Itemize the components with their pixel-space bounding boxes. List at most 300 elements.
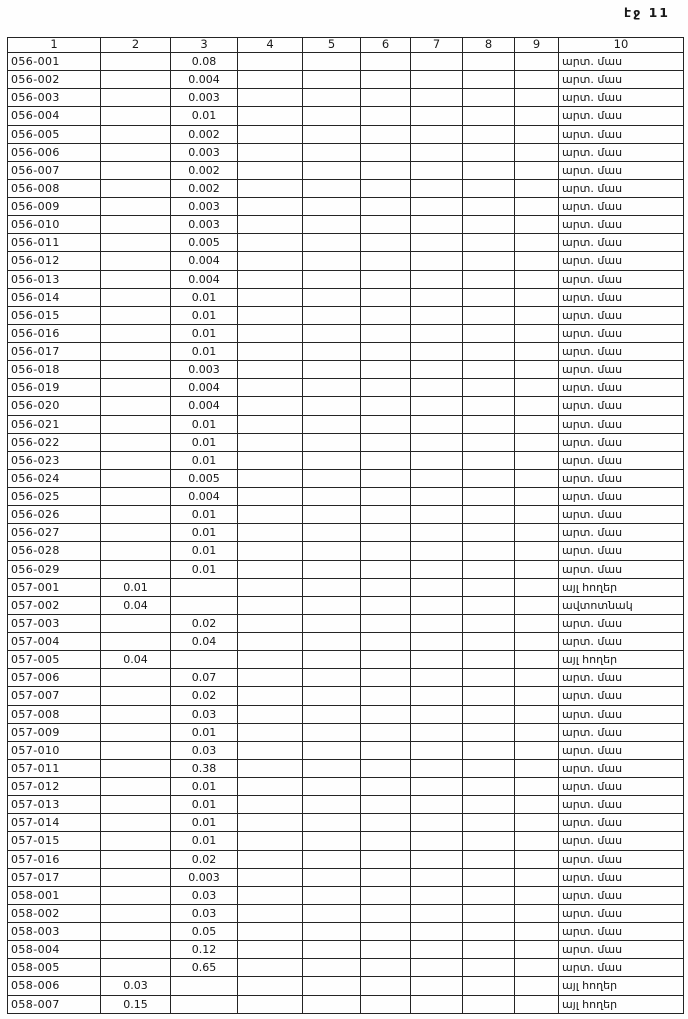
empty-cell — [101, 216, 171, 234]
empty-cell — [411, 669, 463, 687]
land-type-cell: արտ. մաս — [559, 886, 684, 904]
parcel-code-cell: 056-015 — [8, 306, 101, 324]
empty-cell — [361, 850, 411, 868]
table-row — [8, 107, 684, 125]
empty-cell — [171, 651, 238, 669]
land-type-cell: արտ. մաս — [559, 904, 684, 922]
empty-cell — [411, 379, 463, 397]
empty-cell — [411, 53, 463, 71]
area-value-cell: 0.65 — [171, 959, 238, 977]
empty-cell — [463, 125, 515, 143]
empty-cell — [303, 741, 361, 759]
empty-cell — [238, 669, 303, 687]
empty-cell — [361, 977, 411, 995]
parcel-code-cell: 057-013 — [8, 796, 101, 814]
empty-cell — [515, 814, 559, 832]
table-row — [8, 633, 684, 651]
column-header-8: 8 — [463, 38, 515, 53]
parcel-code-cell: 057-008 — [8, 705, 101, 723]
empty-cell — [515, 324, 559, 342]
empty-cell — [361, 125, 411, 143]
empty-cell — [171, 578, 238, 596]
land-type-cell: արտ. մաս — [559, 923, 684, 941]
land-type-cell: արտ. մաս — [559, 361, 684, 379]
empty-cell — [411, 524, 463, 542]
empty-cell — [411, 234, 463, 252]
land-type-cell: արտ. մաս — [559, 796, 684, 814]
empty-cell — [238, 941, 303, 959]
land-type-cell: արտ. մաս — [559, 633, 684, 651]
empty-cell — [515, 578, 559, 596]
area-value-cell: 0.03 — [171, 705, 238, 723]
parcel-code-cell: 057-015 — [8, 832, 101, 850]
table-row — [8, 977, 684, 995]
land-type-cell: արտ. մաս — [559, 506, 684, 524]
empty-cell — [101, 125, 171, 143]
empty-cell — [411, 923, 463, 941]
area-value-cell: 0.004 — [171, 270, 238, 288]
empty-cell — [361, 71, 411, 89]
empty-cell — [101, 361, 171, 379]
empty-cell — [238, 306, 303, 324]
table-row — [8, 832, 684, 850]
empty-cell — [515, 796, 559, 814]
empty-cell — [463, 524, 515, 542]
parcel-code-cell: 058-005 — [8, 959, 101, 977]
empty-cell — [101, 488, 171, 506]
empty-cell — [238, 361, 303, 379]
empty-cell — [411, 886, 463, 904]
table-row — [8, 850, 684, 868]
empty-cell — [238, 397, 303, 415]
land-type-cell: արտ. մաս — [559, 705, 684, 723]
empty-cell — [303, 288, 361, 306]
empty-cell — [101, 614, 171, 632]
area-value-cell: 0.01 — [171, 433, 238, 451]
empty-cell — [303, 542, 361, 560]
land-type-cell: արտ. մաս — [559, 560, 684, 578]
empty-cell — [515, 433, 559, 451]
empty-cell — [238, 560, 303, 578]
empty-cell — [238, 107, 303, 125]
empty-cell — [411, 469, 463, 487]
area-value-cell: 0.003 — [171, 198, 238, 216]
empty-cell — [411, 143, 463, 161]
empty-cell — [411, 759, 463, 777]
table-row — [8, 723, 684, 741]
empty-cell — [411, 433, 463, 451]
parcel-code-cell: 058-007 — [8, 995, 101, 1014]
empty-cell — [411, 89, 463, 107]
table-row — [8, 578, 684, 596]
empty-cell — [463, 669, 515, 687]
empty-cell — [303, 179, 361, 197]
empty-cell — [463, 995, 515, 1014]
empty-cell — [303, 71, 361, 89]
empty-cell — [411, 578, 463, 596]
empty-cell — [515, 778, 559, 796]
empty-cell — [303, 361, 361, 379]
parcel-code-cell: 056-005 — [8, 125, 101, 143]
table-row — [8, 125, 684, 143]
empty-cell — [101, 959, 171, 977]
empty-cell — [361, 379, 411, 397]
empty-cell — [515, 252, 559, 270]
empty-cell — [238, 542, 303, 560]
column-header-2: 2 — [101, 38, 171, 53]
empty-cell — [411, 161, 463, 179]
empty-cell — [463, 941, 515, 959]
empty-cell — [303, 614, 361, 632]
empty-cell — [515, 886, 559, 904]
parcel-code-cell: 056-019 — [8, 379, 101, 397]
parcel-code-cell: 057-004 — [8, 633, 101, 651]
empty-cell — [303, 596, 361, 614]
empty-cell — [101, 379, 171, 397]
empty-cell — [463, 578, 515, 596]
area-value-cell: 0.01 — [171, 343, 238, 361]
empty-cell — [101, 904, 171, 922]
empty-cell — [303, 705, 361, 723]
land-type-cell: արտ. մաս — [559, 669, 684, 687]
empty-cell — [303, 904, 361, 922]
land-type-cell: արտ. մաս — [559, 614, 684, 632]
table-row — [8, 524, 684, 542]
table-header-row — [8, 38, 684, 53]
empty-cell — [515, 705, 559, 723]
empty-cell — [463, 270, 515, 288]
empty-cell — [411, 288, 463, 306]
parcel-code-cell: 056-028 — [8, 542, 101, 560]
empty-cell — [303, 669, 361, 687]
empty-cell — [463, 977, 515, 995]
empty-cell — [303, 560, 361, 578]
empty-cell — [238, 53, 303, 71]
empty-cell — [463, 633, 515, 651]
empty-cell — [303, 89, 361, 107]
parcel-code-cell: 056-001 — [8, 53, 101, 71]
empty-cell — [361, 814, 411, 832]
empty-cell — [515, 560, 559, 578]
empty-cell — [101, 669, 171, 687]
column-header-1: 1 — [8, 38, 101, 53]
empty-cell — [515, 959, 559, 977]
empty-cell — [101, 270, 171, 288]
empty-cell — [361, 832, 411, 850]
empty-cell — [411, 977, 463, 995]
empty-cell — [238, 832, 303, 850]
table-row — [8, 143, 684, 161]
area-value-cell: 0.01 — [171, 796, 238, 814]
empty-cell — [238, 977, 303, 995]
parcel-code-cell: 056-003 — [8, 89, 101, 107]
area-value-cell: 0.03 — [171, 886, 238, 904]
area-value-cell: 0.01 — [171, 814, 238, 832]
parcel-code-cell: 056-006 — [8, 143, 101, 161]
parcel-code-cell: 058-006 — [8, 977, 101, 995]
table-row — [8, 669, 684, 687]
table-row — [8, 451, 684, 469]
empty-cell — [411, 71, 463, 89]
empty-cell — [303, 53, 361, 71]
area-value-cell: 0.01 — [171, 832, 238, 850]
empty-cell — [361, 578, 411, 596]
land-type-cell: այլ հողեր — [559, 578, 684, 596]
land-type-cell: արտ. մաս — [559, 759, 684, 777]
table-row — [8, 778, 684, 796]
land-type-cell: արտ. մաս — [559, 252, 684, 270]
empty-cell — [238, 995, 303, 1014]
empty-cell — [238, 651, 303, 669]
area-value-cell: 0.003 — [171, 216, 238, 234]
empty-cell — [411, 832, 463, 850]
empty-cell — [361, 107, 411, 125]
land-parcel-table — [7, 37, 684, 1014]
empty-cell — [515, 415, 559, 433]
empty-cell — [361, 361, 411, 379]
empty-cell — [101, 814, 171, 832]
empty-cell — [463, 687, 515, 705]
parcel-code-cell: 056-014 — [8, 288, 101, 306]
empty-cell — [101, 469, 171, 487]
table-row — [8, 506, 684, 524]
table-row — [8, 886, 684, 904]
empty-cell — [303, 343, 361, 361]
empty-cell — [515, 687, 559, 705]
empty-cell — [303, 216, 361, 234]
area-value-cell: 0.05 — [171, 923, 238, 941]
empty-cell — [303, 161, 361, 179]
empty-cell — [361, 198, 411, 216]
table-row — [8, 488, 684, 506]
empty-cell — [515, 234, 559, 252]
empty-cell — [101, 633, 171, 651]
empty-cell — [463, 741, 515, 759]
parcel-code-cell: 057-016 — [8, 850, 101, 868]
land-type-cell: արտ. մաս — [559, 343, 684, 361]
area-value-cell: 0.01 — [171, 723, 238, 741]
land-type-cell: արտ. մաս — [559, 723, 684, 741]
empty-cell — [361, 959, 411, 977]
empty-cell — [101, 53, 171, 71]
empty-cell — [515, 995, 559, 1014]
table-row — [8, 959, 684, 977]
area-value-cell: 0.15 — [101, 995, 171, 1014]
empty-cell — [303, 415, 361, 433]
empty-cell — [463, 234, 515, 252]
column-header-5: 5 — [303, 38, 361, 53]
empty-cell — [361, 179, 411, 197]
empty-cell — [101, 560, 171, 578]
empty-cell — [463, 324, 515, 342]
empty-cell — [463, 886, 515, 904]
land-type-cell: արտ. մաս — [559, 832, 684, 850]
empty-cell — [101, 868, 171, 886]
parcel-code-cell: 057-014 — [8, 814, 101, 832]
area-value-cell: 0.003 — [171, 89, 238, 107]
table-row — [8, 796, 684, 814]
empty-cell — [463, 614, 515, 632]
area-value-cell: 0.005 — [171, 234, 238, 252]
empty-cell — [411, 723, 463, 741]
empty-cell — [463, 814, 515, 832]
empty-cell — [361, 161, 411, 179]
empty-cell — [411, 778, 463, 796]
table-row — [8, 651, 684, 669]
empty-cell — [238, 433, 303, 451]
land-type-cell: արտ. մաս — [559, 179, 684, 197]
empty-cell — [515, 89, 559, 107]
parcel-code-cell: 056-009 — [8, 198, 101, 216]
empty-cell — [361, 669, 411, 687]
empty-cell — [101, 324, 171, 342]
empty-cell — [238, 71, 303, 89]
empty-cell — [515, 868, 559, 886]
parcel-code-cell: 056-021 — [8, 415, 101, 433]
area-value-cell: 0.04 — [101, 651, 171, 669]
empty-cell — [238, 488, 303, 506]
empty-cell — [463, 433, 515, 451]
empty-cell — [463, 252, 515, 270]
parcel-code-cell: 056-027 — [8, 524, 101, 542]
table-row — [8, 379, 684, 397]
empty-cell — [411, 904, 463, 922]
area-value-cell: 0.02 — [171, 850, 238, 868]
empty-cell — [303, 651, 361, 669]
table-row — [8, 198, 684, 216]
empty-cell — [515, 198, 559, 216]
land-type-cell: արտ. մաս — [559, 941, 684, 959]
empty-cell — [411, 216, 463, 234]
area-value-cell: 0.04 — [101, 596, 171, 614]
empty-cell — [303, 796, 361, 814]
empty-cell — [238, 324, 303, 342]
table-row — [8, 71, 684, 89]
empty-cell — [101, 886, 171, 904]
empty-cell — [361, 796, 411, 814]
parcel-code-cell: 057-005 — [8, 651, 101, 669]
empty-cell — [101, 71, 171, 89]
empty-cell — [463, 89, 515, 107]
parcel-code-cell: 057-017 — [8, 868, 101, 886]
empty-cell — [238, 633, 303, 651]
empty-cell — [238, 959, 303, 977]
empty-cell — [238, 343, 303, 361]
parcel-code-cell: 056-011 — [8, 234, 101, 252]
area-value-cell: 0.01 — [171, 506, 238, 524]
table-row — [8, 179, 684, 197]
land-type-cell: արտ. մաս — [559, 143, 684, 161]
empty-cell — [515, 904, 559, 922]
empty-cell — [101, 288, 171, 306]
empty-cell — [411, 488, 463, 506]
empty-cell — [303, 252, 361, 270]
empty-cell — [515, 723, 559, 741]
table-row — [8, 923, 684, 941]
parcel-code-cell: 056-007 — [8, 161, 101, 179]
empty-cell — [303, 143, 361, 161]
table-row — [8, 868, 684, 886]
area-value-cell: 0.01 — [101, 578, 171, 596]
empty-cell — [411, 614, 463, 632]
empty-cell — [463, 379, 515, 397]
empty-cell — [515, 379, 559, 397]
land-type-cell: արտ. մաս — [559, 542, 684, 560]
empty-cell — [411, 451, 463, 469]
empty-cell — [515, 125, 559, 143]
empty-cell — [463, 923, 515, 941]
area-value-cell: 0.01 — [171, 542, 238, 560]
empty-cell — [463, 850, 515, 868]
empty-cell — [101, 941, 171, 959]
empty-cell — [361, 506, 411, 524]
empty-cell — [411, 850, 463, 868]
empty-cell — [411, 687, 463, 705]
empty-cell — [303, 488, 361, 506]
table-row — [8, 941, 684, 959]
empty-cell — [411, 633, 463, 651]
empty-cell — [238, 270, 303, 288]
empty-cell — [411, 814, 463, 832]
table-row — [8, 433, 684, 451]
empty-cell — [361, 759, 411, 777]
empty-cell — [361, 488, 411, 506]
area-value-cell: 0.08 — [171, 53, 238, 71]
table-row — [8, 288, 684, 306]
empty-cell — [101, 143, 171, 161]
table-row — [8, 705, 684, 723]
empty-cell — [101, 741, 171, 759]
land-type-cell: արտ. մաս — [559, 71, 684, 89]
area-value-cell: 0.01 — [171, 107, 238, 125]
empty-cell — [515, 53, 559, 71]
area-value-cell: 0.12 — [171, 941, 238, 959]
table-row — [8, 560, 684, 578]
land-type-cell: արտ. մաս — [559, 397, 684, 415]
area-value-cell: 0.01 — [171, 306, 238, 324]
land-type-cell: արտ. մաս — [559, 216, 684, 234]
empty-cell — [238, 451, 303, 469]
table-row — [8, 89, 684, 107]
area-value-cell: 0.002 — [171, 125, 238, 143]
land-type-cell: արտ. մաս — [559, 270, 684, 288]
empty-cell — [171, 977, 238, 995]
parcel-code-cell: 056-023 — [8, 451, 101, 469]
empty-cell — [303, 469, 361, 487]
empty-cell — [238, 814, 303, 832]
land-type-cell: արտ. մաս — [559, 125, 684, 143]
empty-cell — [101, 506, 171, 524]
table-row — [8, 324, 684, 342]
parcel-code-cell: 058-004 — [8, 941, 101, 959]
empty-cell — [463, 216, 515, 234]
empty-cell — [463, 469, 515, 487]
empty-cell — [411, 324, 463, 342]
empty-cell — [411, 306, 463, 324]
parcel-code-cell: 057-002 — [8, 596, 101, 614]
empty-cell — [515, 850, 559, 868]
empty-cell — [361, 143, 411, 161]
empty-cell — [361, 614, 411, 632]
parcel-code-cell: 057-006 — [8, 669, 101, 687]
empty-cell — [361, 886, 411, 904]
empty-cell — [238, 578, 303, 596]
area-value-cell: 0.003 — [171, 868, 238, 886]
area-value-cell: 0.38 — [171, 759, 238, 777]
table-row — [8, 361, 684, 379]
empty-cell — [303, 633, 361, 651]
area-value-cell: 0.01 — [171, 415, 238, 433]
